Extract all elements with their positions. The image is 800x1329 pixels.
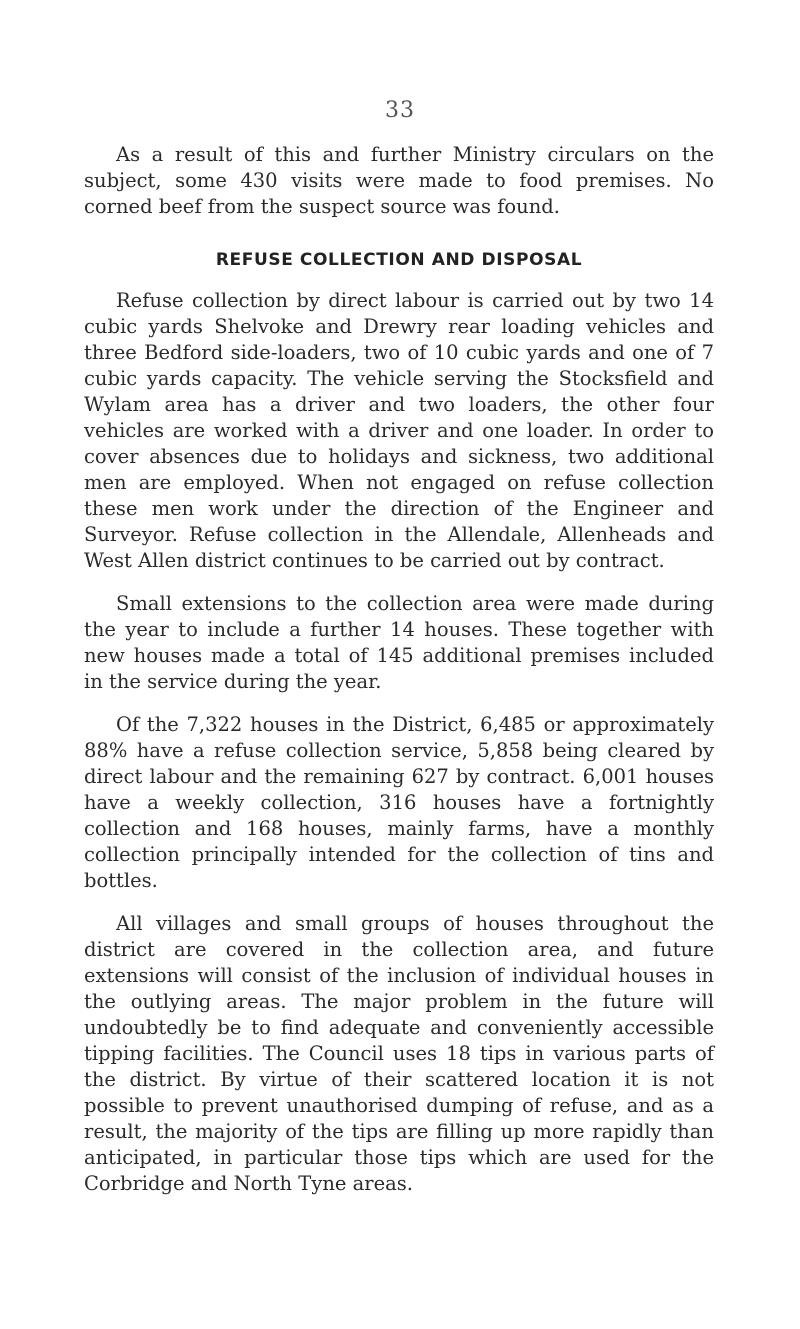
page-content [84, 142, 714, 1197]
page-number: 33 [385, 98, 415, 123]
section-heading: REFUSE COLLECTION AND DISPOSAL [215, 250, 583, 270]
paragraph-tipping-facilities: All villages and small groups of houses throughout the district are covered in the collection area, and future extensions will consist of the inclusion of individual houses in the outlying areas. The major problem in the future will undoubtedly be to find adequate and conveniently accessible tipping facilities. The Council uses 18 tips in various parts of the district. By virtue of their scattered location it is not possible to prevent unauthorised dumping of refuse, and as a result, the majority of the tips are filling up more rapidly than anticipated, in particular those tips which are used for the Corbridge and North Tyne areas. [84, 912, 714, 1195]
intro-paragraph: As a result of this and further Ministry circulars on the subject, some 430 visits were made to food premises. No corned beef from the suspect source was found. [84, 143, 714, 218]
paragraph-refuse-collection: Refuse collection by direct labour is carried out by two 14 cubic yards Shelvoke and Drewry rear loading vehicles and three Bedford side-loaders, two of 10 cubic yards and one of 7 cubic yards capacity. The vehicle serving the Stocksfield and Wylam area has a driver and two loaders, the other four vehicles are worked with a driver and one loader. In order to cover absences due to holidays and sickness, two additional men are employed. When not engaged on refuse collection these men work under the direction of the Engineer and Surveyor. Refuse collection in the Allendale, Allenheads and West Allen district continues to be carried out by contract. [84, 289, 714, 572]
paragraph-houses-statistics: Of the 7,322 houses in the District, 6,485 or approximately 88% have a refuse collection service, 5,858 being cleared by direct labour and the remaining 627 by contract. 6,001 houses have a weekly collection, 316 houses have a fortnightly collection and 168 houses, mainly farms, have a monthly collection principally intended for the collection of tins and bottles. [84, 713, 714, 892]
paragraph-extensions: Small extensions to the collection area were made during the year to include a further 14 houses. These together with new houses made a total of 145 additional premises included in the service during the year. [84, 592, 714, 693]
